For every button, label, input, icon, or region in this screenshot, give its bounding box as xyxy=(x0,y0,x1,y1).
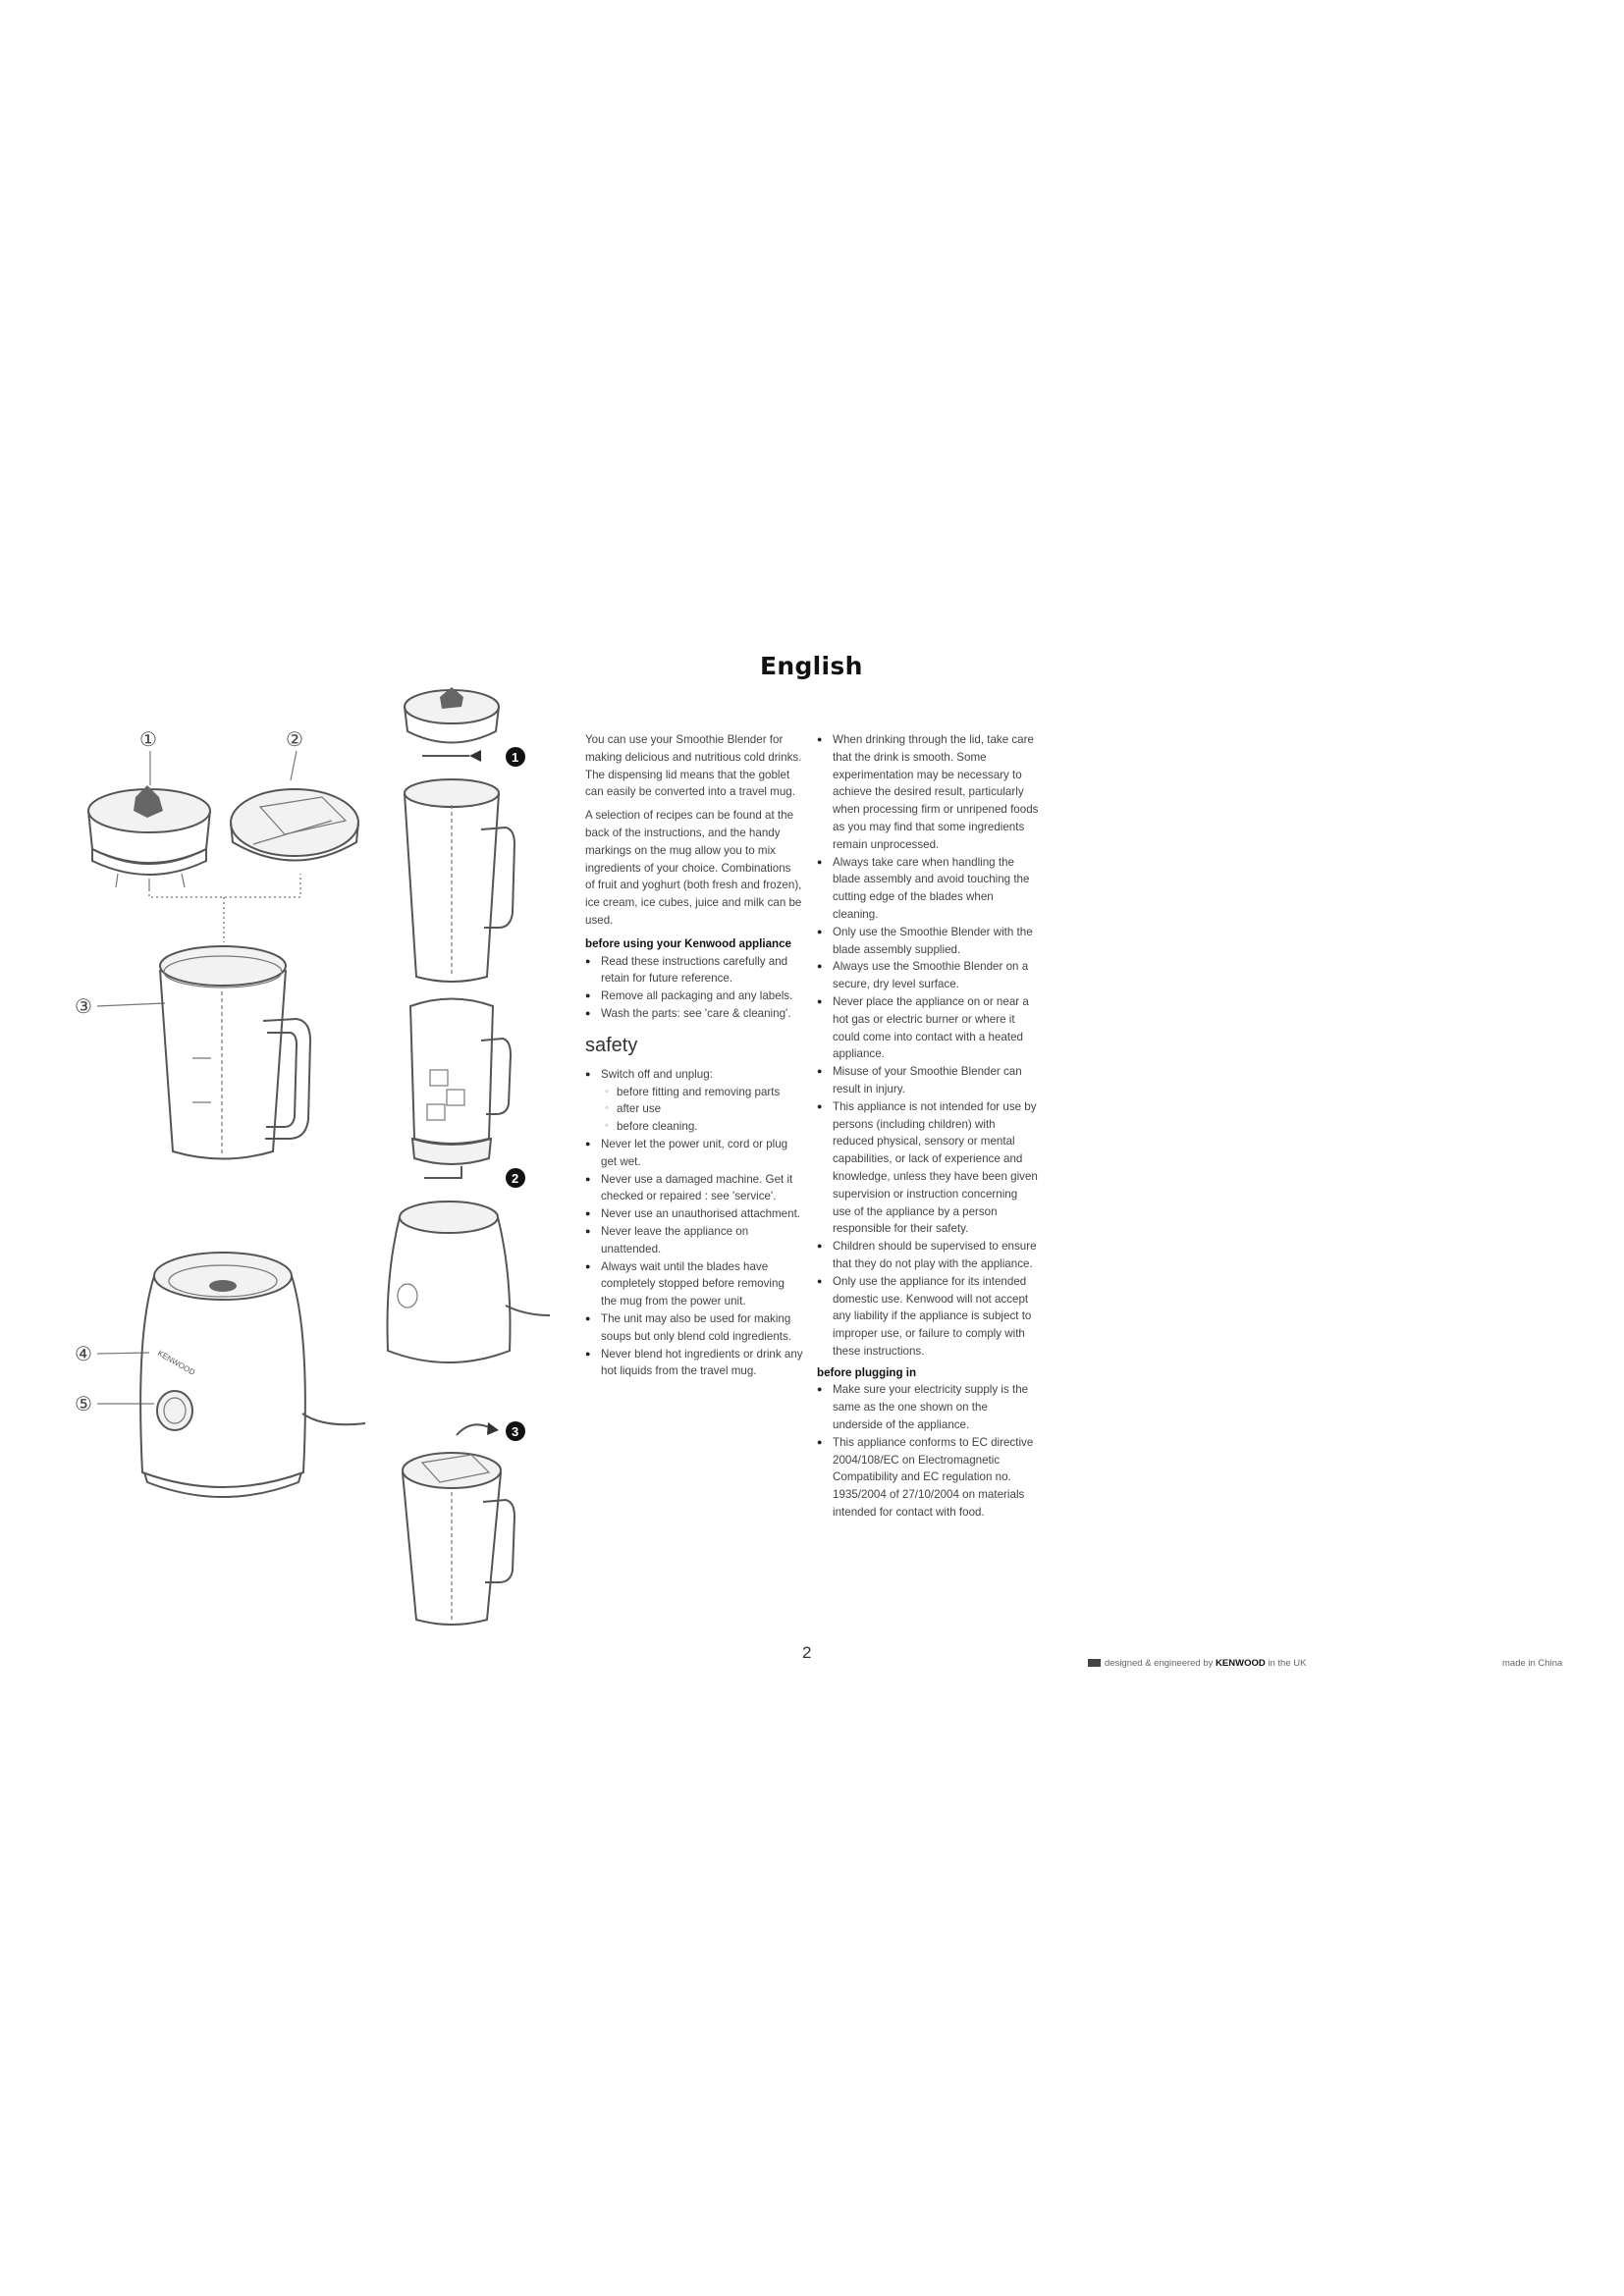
list-item: ● Never blend hot ingredients or drink any hot liquids from the travel mug. xyxy=(585,1346,803,1381)
list-item: ● Always wait until the blades have completely stopped before removing the mug from the power unit. xyxy=(585,1258,803,1310)
page-number: 2 xyxy=(802,1643,812,1662)
footer-designed-by xyxy=(1088,1658,1306,1669)
blade-assembly-drawing xyxy=(88,785,210,889)
travel-mug-drawing xyxy=(160,946,310,1159)
switch-off-sublist xyxy=(601,1084,803,1136)
page-heading: English xyxy=(760,652,863,680)
list-item: ● Only use the Smoothie Blender with the blade assembly supplied. xyxy=(817,924,1039,959)
list-item xyxy=(585,1066,803,1136)
callout-5: ⑤ xyxy=(75,1392,92,1415)
step-2-drawing xyxy=(388,999,551,1363)
switch-off-text: Switch off and unplug: xyxy=(601,1067,713,1081)
footer-made-in: made in China xyxy=(1502,1658,1563,1669)
text-column-right xyxy=(817,731,1039,1522)
before-using-heading: before using your Kenwood appliance xyxy=(585,936,792,950)
sub-list-item: ◦ after use xyxy=(601,1100,803,1118)
step-1-drawing xyxy=(405,687,525,982)
list-item: ● Never use a damaged machine. Get it checked or repaired : see 'service'. xyxy=(585,1171,803,1206)
dispensing-lid-drawing xyxy=(231,789,358,861)
text-column-left xyxy=(585,731,803,1380)
step-1-badge: 1 xyxy=(512,750,519,765)
list-item: ● This appliance conforms to EC directive 2004/108/EC on Electromagnetic Compatibility and EC regulation no. 1935/2004 of 27/10/2004 on materials intended for contact with food. xyxy=(817,1434,1039,1522)
uk-flag-icon xyxy=(1088,1659,1101,1667)
intro-paragraph-1: You can use your Smoothie Blender for making delicious and nutritious cold drinks. The dispensing lid means that the goblet can easily be converted into a travel mug. xyxy=(585,733,802,799)
callout-4: ④ xyxy=(75,1342,92,1365)
step-3-drawing xyxy=(403,1421,525,1625)
sub-list-item: ◦ before fitting and removing parts xyxy=(601,1084,803,1101)
step-2-badge: 2 xyxy=(512,1171,519,1186)
power-unit-brand: KENWOOD xyxy=(156,1348,197,1377)
callout-3: ③ xyxy=(75,994,92,1018)
callout-2: ② xyxy=(286,727,303,751)
footer-brand: KENWOOD xyxy=(1216,1658,1266,1669)
before-plugging-list xyxy=(817,1381,1039,1521)
list-item: ● Never use an unauthorised attachment. xyxy=(585,1205,803,1223)
safety-list-continued xyxy=(817,731,1039,1361)
callout-1: ① xyxy=(139,727,157,751)
list-item: ● Remove all packaging and any labels. xyxy=(585,988,803,1005)
intro-paragraph-2: A selection of recipes can be found at the back of the instructions, and the handy markings on the mug allow you to mix ingredients of your choice. Combinations of fruit and yoghurt (both fresh and frozen), ice cream, ice cubes, juice and milk can be used. xyxy=(585,809,802,927)
step-3-badge: 3 xyxy=(512,1424,519,1439)
list-item: ● Misuse of your Smoothie Blender can result in injury. xyxy=(817,1063,1039,1098)
power-unit-drawing xyxy=(140,1253,365,1497)
list-item: ● Children should be supervised to ensure that they do not play with the appliance. xyxy=(817,1238,1039,1273)
safety-heading: safety xyxy=(585,1034,638,1056)
sub-list-item: ◦ before cleaning. xyxy=(601,1118,803,1136)
list-item: ● Always use the Smoothie Blender on a secure, dry level surface. xyxy=(817,958,1039,993)
safety-list xyxy=(585,1066,803,1380)
list-item: ● Make sure your electricity supply is the same as the one shown on the underside of the appliance. xyxy=(817,1381,1039,1433)
list-item: ● The unit may also be used for making soups but only blend cold ingredients. xyxy=(585,1310,803,1346)
before-using-list xyxy=(585,953,803,1023)
before-plugging-heading: before plugging in xyxy=(817,1365,917,1379)
footer-designed-prefix: designed & engineered by xyxy=(1105,1658,1214,1669)
list-item: ● Never place the appliance on or near a hot gas or electric burner or where it could come into contact with a heated appliance. xyxy=(817,993,1039,1063)
list-item: ● Read these instructions carefully and retain for future reference. xyxy=(585,953,803,988)
list-item: ● Only use the appliance for its intended domestic use. Kenwood will not accept any liability if the appliance is subject to improper use, or failure to comply with these instructions. xyxy=(817,1273,1039,1361)
list-item: ● Wash the parts: see 'care & cleaning'. xyxy=(585,1005,803,1023)
list-item: ● When drinking through the lid, take care that the drink is smooth. Some experimentation may be necessary to achieve the desired result, particularly when processing firm or unripened foods as you may find that some ingredients remain unprocessed. xyxy=(817,731,1039,854)
list-item: ● Never let the power unit, cord or plug get wet. xyxy=(585,1136,803,1171)
footer-designed-suffix: in the UK xyxy=(1268,1658,1307,1669)
list-item: ● This appliance is not intended for use by persons (including children) with reduced physical, sensory or mental capabilities, or lack of experience and knowledge, unless they have been given supervision or instruction concerning use of the appliance by a person responsible for their safety. xyxy=(817,1098,1039,1238)
list-item: ● Always take care when handling the blade assembly and avoid touching the cutting edge of the blades when cleaning. xyxy=(817,854,1039,924)
list-item: ● Never leave the appliance on unattended. xyxy=(585,1223,803,1258)
